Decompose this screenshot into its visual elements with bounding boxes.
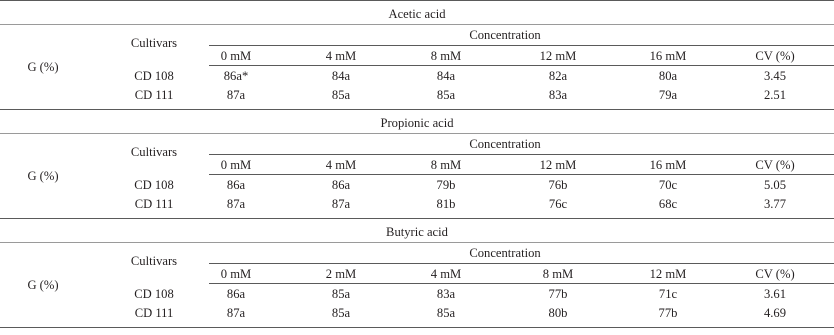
value-cell: 3.45 [763,69,787,83]
column-header: 12 mM [539,49,577,63]
column-header: 0 mM [220,267,252,281]
value-cell: 77b [548,287,568,301]
column-header: 12 mM [649,267,687,281]
concentration-rule [209,45,834,46]
column-header: 12 mM [539,158,577,172]
value-cell: 87a [331,197,351,211]
value-cell: 5.05 [763,178,787,192]
value-cell: 86a* [223,69,249,83]
value-cell: 79a [658,88,678,102]
column-header: 0 mM [220,158,252,172]
value-cell: 80a [658,69,678,83]
value-cell: 85a [331,287,351,301]
section-bottom-rule [0,327,834,328]
section-title: Acetic acid [388,7,446,21]
value-cell: 85a [331,88,351,102]
value-cell: 2.51 [763,88,787,102]
value-cell: 84a [436,69,456,83]
value-cell: 76b [548,178,568,192]
cultivar-cell: CD 108 [134,178,174,192]
cultivars-header: Cultivars [130,36,178,50]
value-cell: 68c [658,197,678,211]
value-cell: 3.61 [763,287,787,301]
value-cell: 84a [331,69,351,83]
column-header: 4 mM [430,267,462,281]
cultivar-cell: CD 111 [134,306,174,320]
value-cell: 4.69 [763,306,787,320]
value-cell: 83a [436,287,456,301]
column-header: CV (%) [755,158,795,172]
column-header: 16 mM [649,158,687,172]
value-cell: 80b [548,306,568,320]
g-percent-label: G (%) [27,278,59,292]
value-cell: 86a [226,178,246,192]
g-percent-label: G (%) [27,169,59,183]
value-cell: 79b [436,178,456,192]
value-cell: 85a [331,306,351,320]
value-cell: 87a [226,197,246,211]
value-cell: 81b [436,197,456,211]
value-cell: 85a [436,88,456,102]
value-cell: 71c [658,287,678,301]
concentration-header: Concentration [469,28,541,42]
concentration-rule [209,154,834,155]
section-title-rule [0,242,834,243]
value-cell: 82a [548,69,568,83]
value-cell: 87a [226,88,246,102]
value-cell: 85a [436,306,456,320]
column-header: 8 mM [430,158,462,172]
value-cell: 70c [658,178,678,192]
value-cell: 86a [331,178,351,192]
concentration-header: Concentration [469,246,541,260]
column-header-rule [209,65,834,66]
value-cell: 83a [548,88,568,102]
cultivar-cell: CD 108 [134,69,174,83]
section-title: Butyric acid [386,225,448,239]
column-header-rule [209,174,834,175]
value-cell: 87a [226,306,246,320]
column-header: CV (%) [755,49,795,63]
column-header: 16 mM [649,49,687,63]
section-bottom-rule [0,109,834,110]
section-title-rule [0,133,834,134]
column-header: 8 mM [542,267,574,281]
table-top-rule [0,0,834,1]
cultivar-cell: CD 108 [134,287,174,301]
value-cell: 77b [658,306,678,320]
section-bottom-rule [0,218,834,219]
column-header: 0 mM [220,49,252,63]
cultivar-cell: CD 111 [134,197,174,211]
g-percent-label: G (%) [27,60,59,74]
cultivars-header: Cultivars [130,254,178,268]
concentration-header: Concentration [469,137,541,151]
value-cell: 86a [226,287,246,301]
cultivar-cell: CD 111 [134,88,174,102]
column-header: 8 mM [430,49,462,63]
cultivars-header: Cultivars [130,145,178,159]
concentration-rule [209,263,834,264]
column-header-rule [209,283,834,284]
section-title-rule [0,24,834,25]
section-title: Propionic acid [380,116,454,130]
column-header: 4 mM [325,49,357,63]
column-header: 2 mM [325,267,357,281]
column-header: 4 mM [325,158,357,172]
value-cell: 76c [548,197,568,211]
value-cell: 3.77 [763,197,787,211]
column-header: CV (%) [755,267,795,281]
